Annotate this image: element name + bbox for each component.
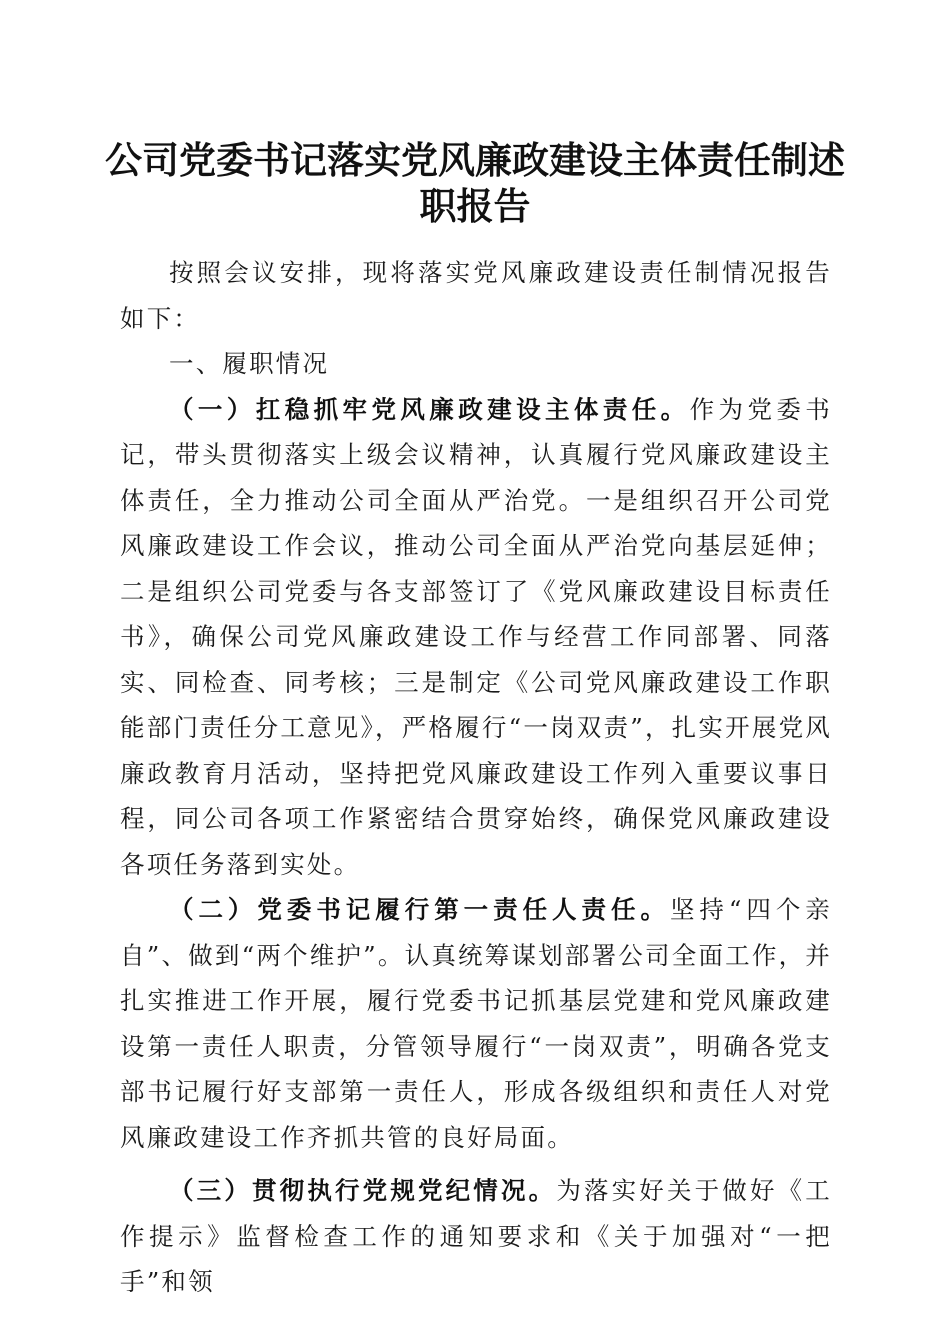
paragraph-3: [120, 1168, 832, 1305]
paragraph-2-lead: （二）党委书记履行第一责任人责任。: [169, 895, 670, 924]
intro-paragraph: 按照会议安排，现将落实党风廉政建设责任制情况报告如下：: [120, 258, 832, 333]
paragraph-1-text: 作为党委书记，带头贯彻落实上级会议精神，认真履行党风廉政建设主体责任，全力推动公司全面从严治党。一是组织召开公司党风廉政建设工作会议，推动公司全面从严治党向基层延伸；二是组织公司党委与各支部签订了《党风廉政建设目标责任书》，确保公司党风廉政建设工作与经营工作同部署、同落实、同检查、同考核；三是制定《公司党风廉政建设工作职能部门责任分工意见》，严格履行“一岗双责”，扎实开展党风廉政教育月活动，坚持把党风廉政建设工作列入重要议事日程，同公司各项工作紧密结合贯穿始终，确保党风廉政建设各项任务落到实处。: [120, 394, 832, 879]
paragraph-1: [120, 387, 832, 888]
document-title: [100, 137, 850, 229]
section-heading: 一、履职情况: [169, 349, 330, 378]
document-body: [120, 250, 832, 1305]
paragraph-1-lead: （一）扛稳抓牢党风廉政建设主体责任。: [169, 394, 690, 424]
title-line-2: 职报告: [419, 184, 531, 228]
paragraph-2: [120, 887, 832, 1160]
paragraph-3-lead: （三）贯彻执行党规党纪情况。: [169, 1176, 557, 1205]
paragraph-3-text: 为落实好关于做好《工作提示》监督检查工作的通知要求和《关于加强对“一把手”和领: [120, 1176, 832, 1296]
title-line-1: 公司党委书记落实党风廉政建设主体责任制述: [105, 138, 845, 182]
paragraph-2-text: 坚持“四个亲自”、做到“两个维护”。认真统筹谋划部署公司全面工作，并扎实推进工作开展，履行党委书记抓基层党建和党风廉政建设第一责任人职责，分管领导履行“一岗双责”，明确各党支部书记履行好支部第一责任人，形成各级组织和责任人对党风廉政建设工作齐抓共管的良好局面。: [120, 895, 832, 1152]
